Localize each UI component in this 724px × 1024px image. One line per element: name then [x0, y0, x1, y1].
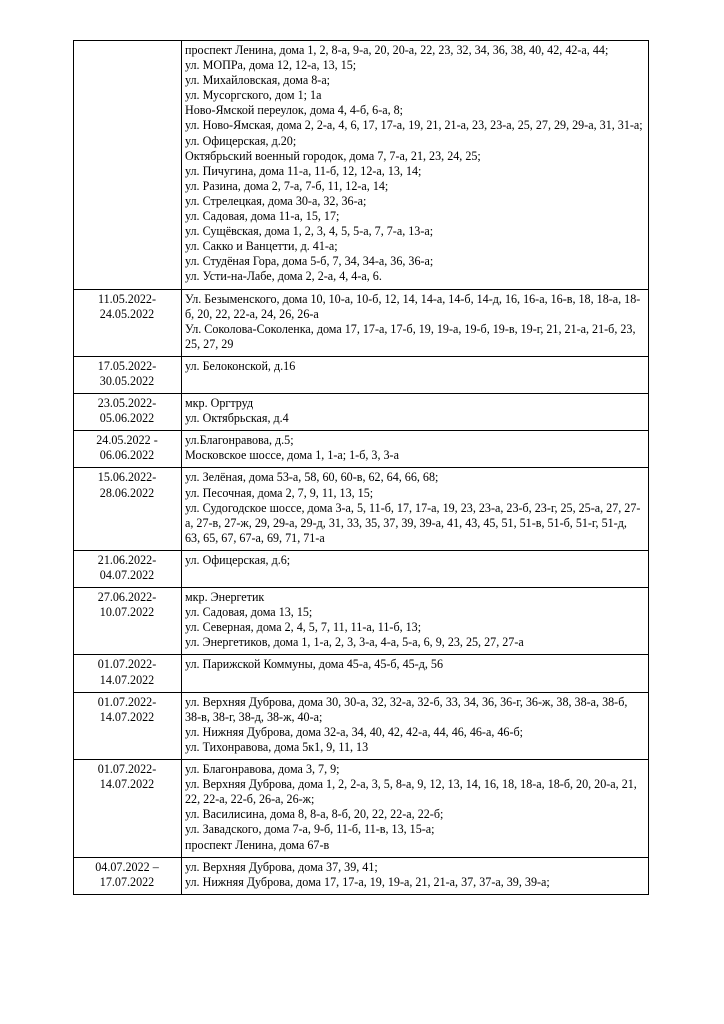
table-row [74, 550, 649, 587]
date-line: 30.05.2022 [99, 373, 155, 388]
address-line: Ул. Безыменского, дома 10, 10-а, 10-б, 12, 14, 14-а, 14-б, 14-д, 16, 16-а, 16-в, 18, 18-а, 18-б, 20, 22, 22-а, 24, 26, 26-а [185, 291, 641, 321]
date-range-cell [74, 588, 182, 655]
address-line: ул. Михайловская, дома 8-а; [185, 73, 331, 88]
address-line: ул. Завадского, дома 7-а, 9-б, 11-б, 11-в, 13, 15-а; [185, 822, 435, 837]
date-line: 23.05.2022- [97, 396, 157, 411]
date-line: 15.06.2022- [97, 470, 157, 485]
date-line: 14.07.2022 [99, 709, 155, 724]
address-line: ул. Офицерская, д.20; [185, 133, 297, 148]
address-line: ул.Благонравова, д.5; [185, 433, 294, 448]
table-row [74, 289, 649, 356]
table-row [74, 431, 649, 468]
table-row [74, 692, 649, 759]
address-line: мкр. Оргтруд [185, 396, 254, 411]
date-line: 04.07.2022 – [95, 859, 159, 874]
date-range-cell [74, 550, 182, 587]
table-row [74, 655, 649, 692]
address-line: ул. Сущёвская, дома 1, 2, 3, 4, 5, 5-а, 7, 7-а, 13-а; [185, 224, 434, 239]
address-cell [182, 550, 649, 587]
address-line: ул. Нижняя Дуброва, дома 17, 17-а, 19, 19-а, 21, 21-а, 37, 37-а, 39, 39-а; [185, 874, 550, 889]
date-range-cell [74, 692, 182, 759]
table-row [74, 760, 649, 858]
date-range-cell [74, 760, 182, 858]
address-cell [182, 655, 649, 692]
address-line: Ул. Соколова-Соколенка, дома 17, 17-а, 17-б, 19, 19-а, 19-б, 19-в, 19-г, 21, 21-а, 21-б, 23, 25, 27, 29 [185, 321, 636, 351]
address-cell [182, 468, 649, 550]
date-line: 06.06.2022 [99, 448, 155, 463]
address-line: проспект Ленина, дома 1, 2, 8-а, 9-а, 20, 20-а, 22, 23, 32, 34, 36, 38, 40, 42, 42-а, 44; [185, 43, 609, 57]
address-line: ул. Песочная, дома 2, 7, 9, 11, 13, 15; [185, 485, 374, 500]
date-line: 17.07.2022 [99, 874, 155, 889]
address-cell [182, 41, 649, 290]
address-line: ул. Энергетиков, дома 1, 1-а, 2, 3, 3-а, 4-а, 5-а, 6, 9, 23, 25, 27, 27-а [185, 635, 524, 650]
table-row [74, 857, 649, 894]
date-line: 11.05.2022- [97, 291, 156, 306]
address-line: ул. Благонравова, дома 3, 7, 9; [185, 762, 340, 777]
table-row [74, 588, 649, 655]
date-line: 28.06.2022 [99, 485, 155, 500]
address-line: ул. Верхняя Дуброва, дома 37, 39, 41; [185, 859, 378, 874]
address-line: ул. Садовая, дома 13, 15; [185, 605, 313, 620]
schedule-body [74, 41, 649, 895]
date-line: 24.05.2022 - [96, 433, 158, 448]
date-line: 14.07.2022 [99, 777, 155, 792]
address-line: ул. Ново-Ямская, дома 2, 2-а, 4, 6, 17, 17-а, 19, 21, 21-а, 23, 23-а, 25, 27, 29, 29-а, 31, 31-а; [185, 118, 643, 133]
address-line: ул. Усти-на-Лабе, дома 2, 2-а, 4, 4-а, 6. [185, 269, 382, 284]
date-range-cell [74, 289, 182, 356]
address-line: ул. Нижняя Дуброва, дома 32-а, 34, 40, 42, 42-а, 44, 46, 46-а, 46-б; [185, 724, 524, 739]
address-cell [182, 356, 649, 393]
address-line: ул. Пичугина, дома 11-а, 11-б, 12, 12-а, 13, 14; [185, 163, 422, 178]
date-line: 01.07.2022- [97, 762, 157, 777]
date-line: 14.07.2022 [99, 672, 155, 687]
table-row [74, 41, 649, 290]
address-line: ул. Судогодское шоссе, дома 3-а, 5, 11-б, 17, 17-а, 19, 23, 23-а, 23-б, 23-г, 25, 25-а, 27, 27-а, 27-в, 27-ж, 29, 29-а, 29-д, 31, 33, 35, 37, 39, 39-а, 41, 43, 45, 51, 51-в, 51-б, 51-г, 51-д, 63, 65, 67, 67-а, 69, 71, 71-а [185, 500, 641, 545]
address-line: ул. Сакко и Ванцетти, д. 41-а; [185, 239, 338, 254]
address-line: ул. Офицерская, д.6; [185, 552, 291, 567]
address-cell [182, 289, 649, 356]
address-line: ул. Садовая, дома 11-а, 15, 17; [185, 209, 340, 224]
address-cell [182, 857, 649, 894]
address-line: ул. Верхняя Дуброва, дома 30, 30-а, 32, 32-а, 32-б, 33, 34, 36, 36-г, 36-ж, 38, 38-а, 38-б, 38-в, 38-г, 38-д, 38-ж, 40-а; [185, 694, 628, 724]
address-line: ул. Студёная Гора, дома 5-б, 7, 34, 34-а, 36, 36-а; [185, 254, 434, 269]
address-line: ул. Стрелецкая, дома 30-а, 32, 36-а; [185, 193, 367, 208]
address-line: ул. Октябрьская, д.4 [185, 411, 289, 426]
address-line: ул. Тихонравова, дома 5к1, 9, 11, 13 [185, 739, 369, 754]
date-line: 24.05.2022 [99, 306, 155, 321]
address-line: ул. Парижской Коммуны, дома 45-а, 45-б, 45-д, 56 [185, 657, 444, 672]
table-row [74, 468, 649, 550]
address-cell [182, 431, 649, 468]
table-row [74, 394, 649, 431]
date-line: 21.06.2022- [97, 552, 157, 567]
address-line: мкр. Энергетик [185, 590, 265, 605]
address-line: ул. Василисина, дома 8, 8-а, 8-б, 20, 22, 22-а, 22-б; [185, 807, 444, 822]
address-line: ул. Северная, дома 2, 4, 5, 7, 11, 11-а, 11-б, 13; [185, 620, 422, 635]
address-line: ул. Мусоргского, дом 1; 1а [185, 88, 322, 103]
date-range-cell [74, 41, 182, 290]
address-line: Ново-Ямской переулок, дома 4, 4-б, 6-а, 8; [185, 103, 404, 118]
address-cell [182, 588, 649, 655]
address-cell [182, 692, 649, 759]
date-line: 04.07.2022 [99, 568, 155, 582]
address-line: ул. Белоконской, д.16 [185, 358, 296, 373]
date-range-cell [74, 857, 182, 894]
date-line: 05.06.2022 [99, 411, 155, 426]
table-row [74, 356, 649, 393]
date-range-cell [74, 394, 182, 431]
date-range-cell [74, 468, 182, 550]
address-line: Московское шоссе, дома 1, 1-а; 1-б, 3, 3-а [185, 448, 399, 463]
date-line: 10.07.2022 [99, 605, 155, 620]
address-line: Октябрьский военный городок, дома 7, 7-а, 21, 23, 24, 25; [185, 148, 481, 163]
date-range-cell [74, 655, 182, 692]
date-range-cell [74, 356, 182, 393]
date-line: 01.07.2022- [97, 657, 157, 672]
address-line: ул. Разина, дома 2, 7-а, 7-б, 11, 12-а, 14; [185, 178, 389, 193]
address-line: ул. МОПРа, дома 12, 12-а, 13, 15; [185, 58, 357, 73]
address-line: проспект Ленина, дома 67-в [185, 837, 330, 852]
address-cell [182, 394, 649, 431]
date-line: 01.07.2022- [97, 694, 157, 709]
date-line: 27.06.2022- [97, 590, 157, 605]
date-line: 17.05.2022- [97, 358, 157, 373]
address-line: ул. Зелёная, дома 53-а, 58, 60, 60-в, 62, 64, 66, 68; [185, 470, 439, 485]
address-cell [182, 760, 649, 858]
address-line: ул. Верхняя Дуброва, дома 1, 2, 2-а, 3, 5, 8-а, 9, 12, 13, 14, 16, 18, 18-а, 18-б, 20, 20-а, 21, 22, 22-а, 22-б, 26-а, 26-ж; [185, 777, 637, 807]
date-range-cell [74, 431, 182, 468]
schedule-table [73, 40, 649, 895]
